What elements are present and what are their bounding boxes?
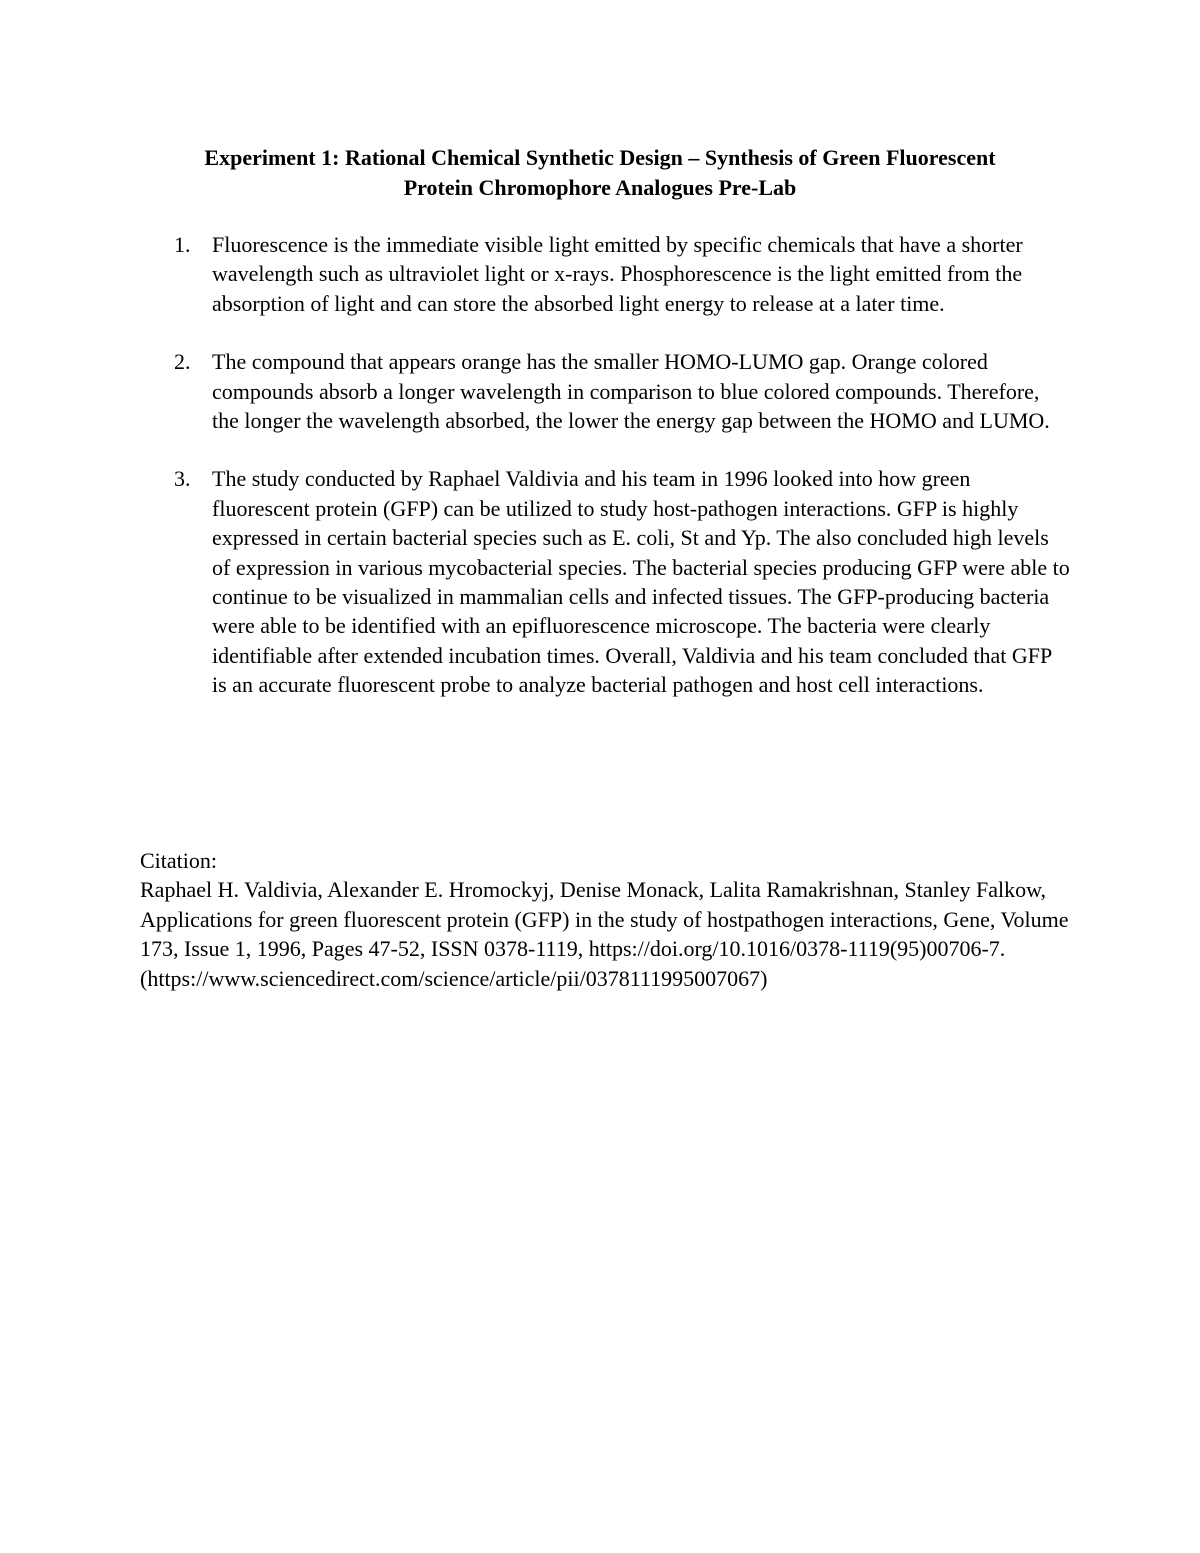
- question-answer: The compound that appears orange has the smaller HOMO-LUMO gap. Orange colored compounds absorb a longer wavelength in comparison to blue colored compounds. Therefore, the longer the wavelength absorbed, the lower the energy gap between the HOMO and LUMO.: [212, 349, 1050, 434]
- citation-block: [140, 846, 1070, 993]
- page-title: [120, 143, 1080, 203]
- question-answer: The study conducted by Raphael Valdivia and his team in 1996 looked into how green fluorescent protein (GFP) can be utilized to study host-pathogen interactions. GFP is highly expressed in certain bacterial species such as E. coli, St and Yp. The also concluded high levels of expression in various mycobacterial species. The bacterial species producing GFP were able to continue to be visualized in mammalian cells and infected tissues. The GFP-producing bacteria were able to be identified with an epifluorescence microscope. The bacteria were clearly identifiable after extended incubation times. Overall, Valdivia and his team concluded that GFP is an accurate fluorescent probe to analyze bacterial pathogen and host cell interactions.: [212, 466, 1070, 698]
- citation-url: (https://www.sciencedirect.com/science/article/pii/0378111995007067): [140, 965, 768, 991]
- citation-reference: Raphael H. Valdivia, Alexander E. Hromockyj, Denise Monack, Lalita Ramakrishnan, Stanley Falkow, Applications for green fluorescent protein (GFP) in the study of hostpathogen interactions, Gene, Volume 173, Issue 1, 1996, Pages 47-52, ISSN 0378-1119, https://doi.org/10.1016/0378-1119(95)00706-7.: [140, 877, 1069, 962]
- question-item-1: [140, 230, 1070, 318]
- question-item-2: [140, 347, 1070, 435]
- citation-heading: Citation:: [140, 848, 217, 873]
- question-list: [140, 230, 1070, 729]
- title-line-1: Experiment 1: Rational Chemical Synthetic Design – Synthesis of Green Fluorescent: [204, 145, 996, 170]
- question-number: 1.: [174, 232, 191, 257]
- question-number: 3.: [174, 466, 191, 492]
- question-answer: Fluorescence is the immediate visible light emitted by specific chemicals that have a shorter wavelength such as ultraviolet light or x-rays. Phosphorescence is the light emitted from the absorption of light and can store the absorbed light energy to release at a later time.: [212, 232, 1023, 316]
- question-item-3: [140, 464, 1070, 699]
- title-line-2: Protein Chromophore Analogues Pre-Lab: [403, 175, 797, 200]
- question-number: 2.: [174, 349, 191, 375]
